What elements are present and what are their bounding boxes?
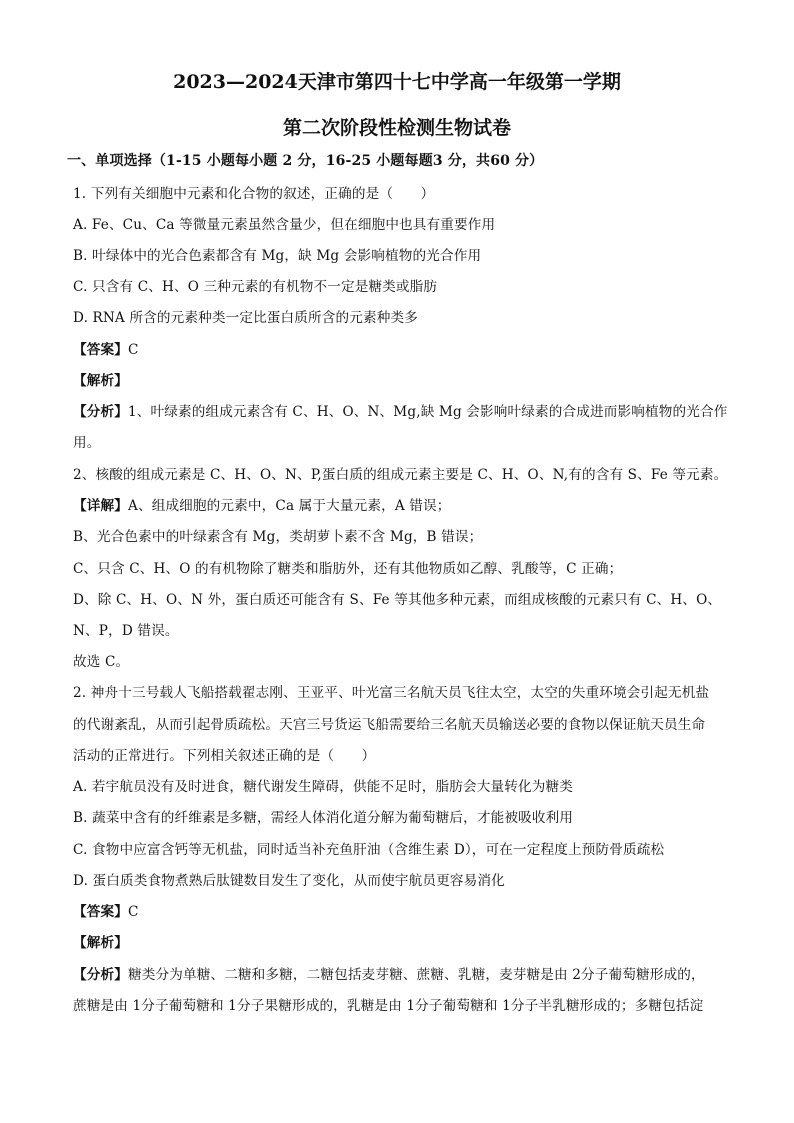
exam-title-line2: 第二次阶段性检测生物试卷 xyxy=(282,117,511,139)
q1-detail-d: D、除 C、H、O、N 外，蛋白质还可能含有 S、Fe 等其他多种元素，而组成核酸的元素只有 C、H、O、 xyxy=(73,592,722,608)
q1-conclusion: 故选 C。 xyxy=(73,654,130,670)
q1-option-a: A. Fe、Cu、Ca 等微量元素虽然含量少，但在细胞中也具有重要作用 xyxy=(73,217,496,233)
q1-answer xyxy=(73,338,139,358)
q1-fenxi-2: 2、核酸的组成元素是 C、H、O、N、P,蛋白质的组成元素主要是 C、H、O、N,有的含有 S、Fe 等元素。 xyxy=(73,467,728,483)
detail-tag: 【详解】 xyxy=(73,498,128,514)
detail-text: A、组成细胞的元素中，Ca 属于大量元素，A 错误； xyxy=(127,498,451,514)
q2-option-b: B. 蔬菜中含有的纤维素是多糖，需经人体消化道分解为葡萄糖后，才能被吸收利用 xyxy=(73,810,574,826)
q1-option-c: C. 只含有 C、H、O 三种元素的有机物不一定是糖类或脂肪 xyxy=(73,279,438,295)
fenxi-tag: 【分析】 xyxy=(73,404,128,420)
section-heading: 一、单项选择（1-15 小题每小题 2 分，16-25 小题每题3 分，共60 分） xyxy=(67,153,544,169)
q1-detail-b: B、光合色素中的叶绿素含有 Mg，类胡萝卜素不含 Mg，B 错误； xyxy=(73,529,483,545)
q1-detail-c: C、只含 C、H、O 的有机物除了糖类和脂肪外，还有其他物质如乙醇、乳酸等，C 正确； xyxy=(73,561,623,577)
answer-tag: 【答案】 xyxy=(73,904,128,920)
q2-stem-line1: 2. 神舟十三号载人飞船搭载翟志刚、王亚平、叶光富三名航天员飞往太空，太空的失重环境会引起无机盐 xyxy=(73,685,710,701)
q1-option-d: D. RNA 所含的元素种类一定比蛋白质所含的元素种类多 xyxy=(73,310,418,326)
q1-fenxi-1 xyxy=(73,400,727,420)
answer-value: C xyxy=(127,904,139,920)
q1-detail-d-cont: N、P，D 错误。 xyxy=(73,623,179,639)
q1-stem: 1. 下列有关细胞中元素和化合物的叙述，正确的是（ ） xyxy=(73,186,435,202)
q2-option-c: C. 食物中应富含钙等无机盐，同时适当补充鱼肝油（含维生素 D），可在一定程度上预防骨质疏松 xyxy=(73,842,665,858)
q2-fenxi-1 xyxy=(73,963,705,983)
answer-tag: 【答案】 xyxy=(73,342,128,358)
q2-fenxi-2: 蔗糖是由 1分子葡萄糖和 1分子果糖形成的，乳糖是由 1分子葡萄糖和 1分子半乳糖形成的；多糖包括淀 xyxy=(73,998,704,1014)
fenxi-text: 糖类分为单糖、二糖和多糖，二糖包括麦芽糖、蔗糖、乳糖，麦芽糖是由 2分子葡萄糖形成的， xyxy=(127,967,705,983)
q1-analysis-tag: 【解析】 xyxy=(73,373,128,389)
q2-stem-line2: 的代谢紊乱，从而引起骨质疏松。天宫三号货运飞船需要给三名航天员输送必要的食物以保证航天员生命 xyxy=(73,717,706,733)
q2-answer xyxy=(73,900,139,920)
q1-fenxi-1-cont: 用。 xyxy=(73,435,101,451)
fenxi-tag: 【分析】 xyxy=(73,967,128,983)
q1-detail-a xyxy=(73,494,451,514)
q1-option-b: B. 叶绿体中的光合色素都含有 Mg，缺 Mg 会影响植物的光合作用 xyxy=(73,248,482,264)
exam-title-line1: 2023—2024天津市第四十七中学高一年级第一学期 xyxy=(173,71,621,93)
q2-analysis-tag: 【解析】 xyxy=(73,935,128,951)
q2-option-d: D. 蛋白质类食物煮熟后肽键数目发生了变化，从而使宇航员更容易消化 xyxy=(73,873,505,889)
q2-option-a: A. 若宇航员没有及时进食，糖代谢发生障碍，供能不足时，脂肪会大量转化为糖类 xyxy=(73,779,573,795)
fenxi-text: 1、叶绿素的组成元素含有 C、H、O、N、Mg,缺 Mg 会影响叶绿素的合成进而影响植物的光合作 xyxy=(127,404,728,420)
q2-stem-line3: 活动的正常进行。下列相关叙述正确的是（ ） xyxy=(73,748,376,764)
answer-value: C xyxy=(127,342,139,358)
